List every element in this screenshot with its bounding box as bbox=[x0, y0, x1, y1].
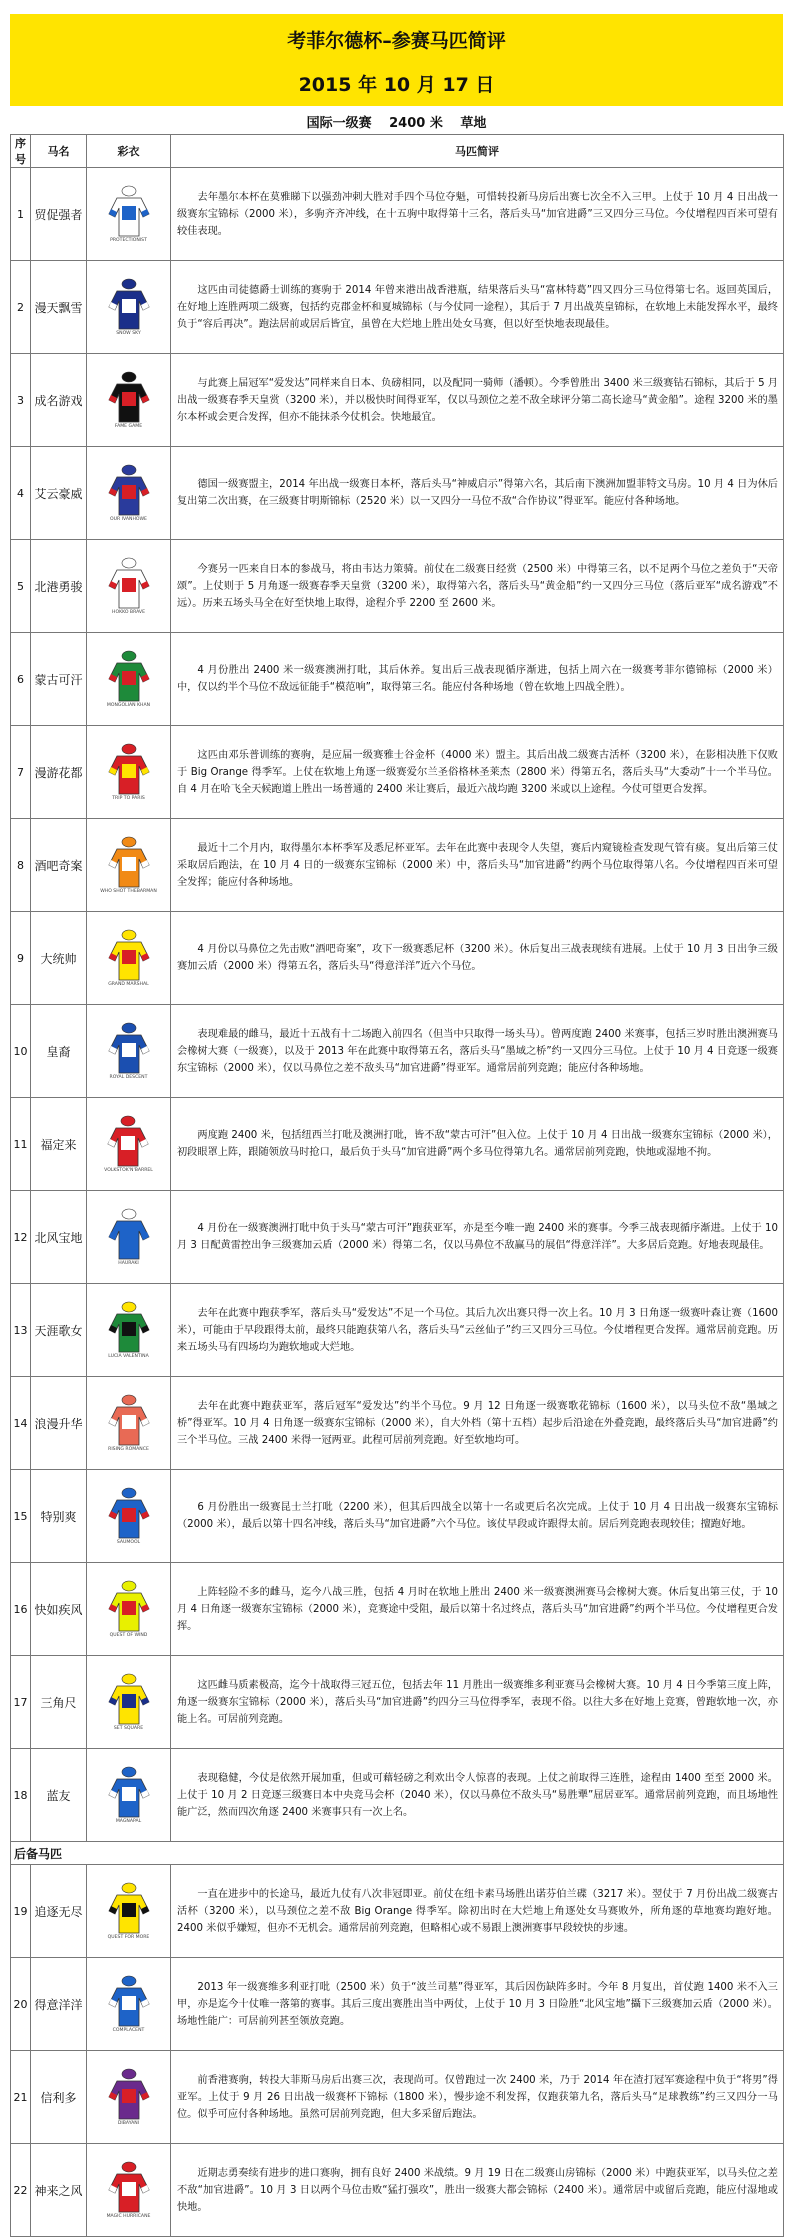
horse-name: 艾云豪威 bbox=[31, 447, 87, 540]
jockey-silk-icon bbox=[107, 370, 151, 430]
jockey-silk-icon bbox=[107, 277, 151, 337]
table-row bbox=[11, 633, 784, 726]
horse-number: 9 bbox=[11, 912, 31, 1005]
table-row bbox=[11, 1377, 784, 1470]
silk-caption: WHO SHOT THEBARMAN bbox=[100, 888, 157, 894]
horse-comment: 去年墨尔本杯在莫雅睇下以强劲冲刺大胜对手四个马位夺魁，可惜转投新马房后出赛七次全不入三甲。上仗于 10 月 4 日出战一级赛东宝锦标（2000 米），多驹齐齐冲线，在十五驹中取得第十三名，落后头马“加官进爵”三又四分三马位。今仗增程四百米可望有较佳表现。 bbox=[171, 168, 784, 261]
jockey-silk-icon bbox=[107, 2160, 151, 2220]
horse-comment: 这匹雌马质素极高，迄今十战取得三冠五位，包括去年 11 月胜出一级赛维多利亚赛马会橡树大赛。10 月 4 日今季第三度上阵，角逐一级赛东宝锦标（2000 米），落后头马“加官进爵”约四分三马位得季军，表现不俗。以往大多在好地上竞赛，曾跑软地一次，亦能上名。可居前列竞跑。 bbox=[171, 1656, 784, 1749]
horse-name: 蒙古可汗 bbox=[31, 633, 87, 726]
jockey-silk-icon bbox=[107, 1393, 151, 1453]
silk-cell bbox=[87, 819, 171, 912]
silk-caption: MAGNAPAL bbox=[115, 1818, 142, 1824]
race-date: 2015 年 10 月 17 日 bbox=[298, 74, 495, 96]
horse-number: 5 bbox=[11, 540, 31, 633]
silk-caption: SNOW SKY bbox=[116, 330, 141, 336]
silk-cell bbox=[87, 633, 171, 726]
horse-name: 酒吧奇案 bbox=[31, 819, 87, 912]
table-body bbox=[11, 168, 784, 2237]
table-row bbox=[11, 261, 784, 354]
silk-caption: QUEST FOR MORE bbox=[107, 1934, 150, 1940]
silk-cell bbox=[87, 1749, 171, 1842]
table-row bbox=[11, 1563, 784, 1656]
race-info: 国际一级赛 2400 米 草地 bbox=[306, 116, 487, 131]
horse-number: 15 bbox=[11, 1470, 31, 1563]
table-row bbox=[11, 726, 784, 819]
silk-cell bbox=[87, 1377, 171, 1470]
horse-comment: 德国一级赛盟主，2014 年出战一级赛日本杯，落后头马“神威启示”得第六名，其后南下澳洲加盟菲特文马房。10 月 4 日为休后复出第二次出赛，在三级赛甘明斯锦标（2520 米）以一又四分一马位不敌“合作协议”得亚军。能应付各种场地。 bbox=[171, 447, 784, 540]
table-row bbox=[11, 2051, 784, 2144]
horse-number: 1 bbox=[11, 168, 31, 261]
horse-name: 神来之风 bbox=[31, 2144, 87, 2237]
jockey-silk-icon bbox=[107, 1579, 151, 1639]
silk-caption: QUEST OF WIND bbox=[109, 1632, 148, 1638]
silk-cell bbox=[87, 2051, 171, 2144]
silk-caption: PROTECTIONIST bbox=[110, 237, 147, 243]
horse-number: 6 bbox=[11, 633, 31, 726]
silk-caption: FAME GAME bbox=[114, 423, 143, 429]
table-row bbox=[11, 1865, 784, 1958]
horse-comment: 与此赛上届冠军“爱发达”同样来自日本、负磅相同，以及配同一骑师（潘顿）。今季曾胜出 3400 米三级赛钻石锦标，其后于 5 月出战一级赛春季天皇赏（3200 米），并以极快时间得亚军，仅以马颈位之差不敌全球评分第二高长途马“黄金船”。途程 3200 米的墨尔本杯或会更合发挥，但亦不能抹杀今仗机会。快地最宜。 bbox=[171, 354, 784, 447]
horse-number: 19 bbox=[11, 1865, 31, 1958]
silk-caption: RISING ROMANCE bbox=[108, 1446, 149, 1452]
jockey-silk-icon bbox=[107, 742, 151, 802]
horse-comment: 这匹由邓乐普训练的赛驹，是应届一级赛雅士谷金杯（4000 米）盟主。其后出战二级赛古活杯（3200 米），在影相决胜下仅败于 Big Orange 得季军。上仗在软地上角逐一级赛爱尔兰圣俗格林圣莱杰（2800 米）得第五名，落后头马“大委动”十一个半马位。自 4 月在哈飞全天候跑道上胜出一场普通的 2400 米让赛后，最近六战均跑 3200 米或以上途程。今仗可望更合发挥。 bbox=[171, 726, 784, 819]
silk-cell bbox=[87, 912, 171, 1005]
silk-cell bbox=[87, 168, 171, 261]
table-row bbox=[11, 912, 784, 1005]
jockey-silk-icon bbox=[107, 1881, 151, 1941]
silk-cell bbox=[87, 1098, 171, 1191]
horse-comment: 两度跑 2400 米，包括纽西兰打吡及澳洲打吡，皆不敌“蒙古可汗”但入位。上仗于 10 月 4 日出战一级赛东宝锦标（2000 米），初段眼罩上阵，跟随领放马时抢口，最后负于头马“加官进爵”两个多马位得第九名。通常居前列竞跑，快地或湿地不拘。 bbox=[171, 1098, 784, 1191]
horse-number: 12 bbox=[11, 1191, 31, 1284]
silk-caption: ROYAL DESCENT bbox=[109, 1074, 148, 1080]
jockey-silk-icon bbox=[107, 1207, 151, 1267]
jockey-silk-icon bbox=[107, 1021, 151, 1081]
silk-caption: MONGOLIAN KHAN bbox=[106, 702, 151, 708]
horse-number: 3 bbox=[11, 354, 31, 447]
silk-cell bbox=[87, 1656, 171, 1749]
silk-caption: COMPLACENT bbox=[112, 2027, 145, 2033]
table-row bbox=[11, 1098, 784, 1191]
reserve-section-label: 后备马匹 bbox=[11, 1842, 784, 1865]
horse-name: 蓝友 bbox=[31, 1749, 87, 1842]
silk-cell bbox=[87, 261, 171, 354]
horse-name: 特别爽 bbox=[31, 1470, 87, 1563]
horse-name: 信利多 bbox=[31, 2051, 87, 2144]
horse-number: 10 bbox=[11, 1005, 31, 1098]
silk-cell bbox=[87, 1191, 171, 1284]
column-header-silk: 彩衣 bbox=[87, 135, 171, 168]
silk-caption: SET SQUARE bbox=[113, 1725, 144, 1731]
horse-number: 21 bbox=[11, 2051, 31, 2144]
horse-comment: 这匹由司徒德爵士训练的赛驹于 2014 年曾来港出战香港瓶，结果落后头马“富林特葛”四又四分三马位得第七名。返回英国后，在好地上连胜两项二级赛，包括约克郡金杯和夏城锦标（与今仗同一途程），其后于 7 月出战英皇锦标，在软地上未能发挥水平，最终负于“容后再决”。跑法居前或居后皆宜，虽曾在大烂地上胜出处女马赛，但以好至快地表现最佳。 bbox=[171, 261, 784, 354]
reserve-section-row bbox=[11, 1842, 784, 1865]
silk-cell bbox=[87, 2144, 171, 2237]
jockey-silk-icon bbox=[107, 1486, 151, 1546]
horse-number: 14 bbox=[11, 1377, 31, 1470]
silk-caption: HAURAKI bbox=[118, 1260, 139, 1266]
horse-comment: 上阵轻险不多的雌马，迄今八战三胜，包括 4 月时在软地上胜出 2400 米一级赛澳洲赛马会橡树大赛。休后复出第三仗，于 10 月 4 日角逐一级赛东宝锦标（2000 米），竞赛途中受阻，最后以第十名过终点，落后头马“加官进爵”约两个半马位。今仗增程更合发挥。 bbox=[171, 1563, 784, 1656]
horse-name: 北风宝地 bbox=[31, 1191, 87, 1284]
column-header-name: 马名 bbox=[31, 135, 87, 168]
horse-name: 贸促强者 bbox=[31, 168, 87, 261]
horse-name: 天涯歌女 bbox=[31, 1284, 87, 1377]
silk-caption: DIBAYANI bbox=[117, 2120, 140, 2126]
silk-caption: LUCIA VALENTINA bbox=[108, 1353, 149, 1359]
table-row bbox=[11, 1470, 784, 1563]
silk-cell bbox=[87, 726, 171, 819]
horse-comment: 前香港赛驹，转投大菲斯马房后出赛三次，表现尚可。仅曾跑过一次 2400 米，乃于 2014 年在渣打冠军赛途程中负于“将男”得亚军。上仗于 9 月 26 日出战一级赛杯下锦标（1800 米），慢步途不利发挥，仅跑获第九名，落后头马“足球教练”约三又四分一马位。似乎可应付各种场地。虽然可居前列竞跑，但大多采留后跑法。 bbox=[171, 2051, 784, 2144]
table-row bbox=[11, 819, 784, 912]
jockey-silk-icon bbox=[100, 835, 157, 895]
jockey-silk-icon bbox=[107, 928, 151, 988]
silk-cell bbox=[87, 540, 171, 633]
horse-name: 皇裔 bbox=[31, 1005, 87, 1098]
horse-name: 浪漫升华 bbox=[31, 1377, 87, 1470]
jockey-silk-icon bbox=[107, 1300, 151, 1360]
silk-caption: OUR IVANHOWE bbox=[110, 516, 147, 522]
jockey-silk-icon bbox=[107, 1765, 151, 1825]
table-header-row bbox=[11, 135, 784, 168]
table-row bbox=[11, 1284, 784, 1377]
table-row bbox=[11, 2144, 784, 2237]
horse-comment: 去年在此赛中跑获亚军，落后冠军“爱发达”约半个马位。9 月 12 日角逐一级赛歌花锦标（1600 米），以马头位不敌“墨域之桥”得亚军。10 月 4 日角逐一级赛东宝锦标（2000 米），自大外档（第十五档）起步后沿途在外叠竞跑，最终落后头马“加官进爵”约三个半马位。三战 2400 米得一冠两亚。此程可居前列竞跑。好至软地均可。 bbox=[171, 1377, 784, 1470]
horse-comment: 最近十二个月内，取得墨尔本杯季军及悉尼杯亚军。去年在此赛中表现令人失望，赛后内窥镜检查发现气管有痰。复出后第三仗采取居后跑法，在 10 月 4 日的一级赛东宝锦标（2000 米）中，落后头马“加官进爵”约两个马位取得第八名。今仗增程四百米可望全发挥；能应付各种场地。 bbox=[171, 819, 784, 912]
jockey-silk-icon bbox=[107, 556, 151, 616]
jockey-silk-icon bbox=[107, 1672, 151, 1732]
horse-comment: 表现难最的雌马，最近十五战有十二场跑入前四名（但当中只取得一场头马）。曾两度跑 2400 米赛事，包括三岁时胜出澳洲赛马会橡树大赛（一级赛），以及于 2013 年在此赛中取得第五名，落后头马“墨域之桥”约一又四分三马位。上仗于 10 月 4 日竞逐一级赛东宝锦标（2000 米），仅以马鼻位之差不敌头马“加官进爵”得亚军。通常居前列竞跑；能应付各种场地。 bbox=[171, 1005, 784, 1098]
horse-name: 追逐无尽 bbox=[31, 1865, 87, 1958]
horse-comment: 4 月份在一级赛澳洲打吡中负于头马“蒙古可汗”跑获亚军，亦是至今唯一跑 2400 米的赛事。今季三战表现循序渐进。上仗于 10 月 3 日配黄雷控出争三级赛加云盾（2000 米）得第二名，仅以马鼻位不敌赢马的展侣“得意洋洋”。大多居后竞跑。好地表现最佳。 bbox=[171, 1191, 784, 1284]
column-header-comment: 马匹简评 bbox=[171, 135, 784, 168]
horse-name: 快如疾风 bbox=[31, 1563, 87, 1656]
horse-number: 11 bbox=[11, 1098, 31, 1191]
horse-comment: 2013 年一级赛维多利亚打吡（2500 米）负于“波兰司墓”得亚军，其后因伤缺阵多时。今年 8 月复出，首仗跑 1400 米不入三甲，亦是迄今十仗唯一落第的赛事。其后三度出赛胜出当中两仗，上仗于 10 月 3 日险胜“北风宝地”攝下三级赛加云盾（2000 米）。场地性能广：可居前列甚至领放竞跑。 bbox=[171, 1958, 784, 2051]
jockey-silk-icon bbox=[107, 1974, 151, 2034]
horse-comment: 4 月份以马鼻位之先击败“酒吧奇案”，攻下一级赛悉尼杯（3200 米）。休后复出三战表现续有进展。上仗于 10 月 3 日出争三级赛加云盾（2000 米）得第五名，落后头马“得意洋洋”近六个马位。 bbox=[171, 912, 784, 1005]
horse-comment: 4 月份胜出 2400 米一级赛澳洲打吡，其后休养。复出后三战表现循序渐进，包括上周六在一级赛考菲尔德锦标（2000 米）中，仅以约半个马位不敌远征能手“模范响”，取得第三名。能应付各种场地（曾在软地上四战全胜）。 bbox=[171, 633, 784, 726]
jockey-silk-icon bbox=[107, 463, 151, 523]
silk-caption: VOLKSTOK'N'BARREL bbox=[104, 1167, 153, 1173]
horse-name: 福定来 bbox=[31, 1098, 87, 1191]
horse-number: 18 bbox=[11, 1749, 31, 1842]
horse-table bbox=[10, 134, 784, 2237]
horse-name: 大统帅 bbox=[31, 912, 87, 1005]
horse-number: 8 bbox=[11, 819, 31, 912]
horse-comment: 近期志勇奏续有进步的进口赛驹，拥有良好 2400 米战绩。9 月 19 日在二级赛山房锦标（2000 米）中跑获亚军，以马头位之差不敌“加官进爵”。10 月 3 日以两个马位击败“猛打强攻”，胜出一级赛大都会锦标（2400 米）。通常居中或留后竞跑，能应付湿地或快地。 bbox=[171, 2144, 784, 2237]
table-row bbox=[11, 168, 784, 261]
column-header-no: 序号 bbox=[11, 135, 31, 168]
jockey-silk-icon bbox=[107, 2067, 151, 2127]
horse-name: 三角尺 bbox=[31, 1656, 87, 1749]
silk-cell bbox=[87, 1284, 171, 1377]
horse-name: 北港勇骏 bbox=[31, 540, 87, 633]
silk-caption: SAUMOOL bbox=[116, 1539, 141, 1545]
silk-cell bbox=[87, 1005, 171, 1098]
horse-number: 4 bbox=[11, 447, 31, 540]
horse-comment: 6 月份胜出一级赛昆士兰打吡（2200 米），但其后四战全以第十一名或更后名次完成。上仗于 10 月 4 日出战一级赛东宝锦标（2000 米），最后以第十四名冲线，落后头马“加官进爵”六个马位。该仗早段或许跟得太前。居后列竞跑表现较佳；擅跑好地。 bbox=[171, 1470, 784, 1563]
silk-caption: HOKKO BRAVE bbox=[112, 609, 145, 615]
silk-caption: GRAND MARSHAL bbox=[108, 981, 149, 987]
horse-number: 20 bbox=[11, 1958, 31, 2051]
table-row bbox=[11, 1191, 784, 1284]
horse-number: 17 bbox=[11, 1656, 31, 1749]
table-row bbox=[11, 1749, 784, 1842]
silk-caption: MAGIC HURRICANE bbox=[106, 2213, 151, 2219]
horse-number: 7 bbox=[11, 726, 31, 819]
horse-number: 22 bbox=[11, 2144, 31, 2237]
page-header bbox=[10, 14, 783, 106]
horse-number: 16 bbox=[11, 1563, 31, 1656]
page-title: 考菲尔德杯–参赛马匹简评 bbox=[287, 30, 506, 52]
table-row bbox=[11, 1958, 784, 2051]
horse-name: 漫天飘雪 bbox=[31, 261, 87, 354]
horse-number: 13 bbox=[11, 1284, 31, 1377]
silk-cell bbox=[87, 1865, 171, 1958]
horse-comment: 表现稳健，今仗是依然开展加重，但或可藉轻磅之利欢出令人惊喜的表现。上仗之前取得三连胜，途程由 1400 至至 2000 米。上仗于 10 月 2 日竞逐三级赛日本中央竞马会杯（2040 米），仅以马鼻位不敌头马“易胜犟”屈居亚军。通常居前列竞跑，而且场地性能广泛，然而四次角逐 2400 米赛事只有一次上名。 bbox=[171, 1749, 784, 1842]
silk-cell bbox=[87, 1470, 171, 1563]
horse-comment: 去年在此赛中跑获季军，落后头马“爱发达”不足一个马位。其后九次出赛只得一次上名。10 月 3 日角逐一级赛叶森让赛（1600 米），可能由于早段跟得太前，最终只能跑获第八名，落后头马“云丝仙子”约三又四分三马位。今仗增程更合发挥。通常居前竞跑。历来五场头马有四场均为跑软地或大烂地。 bbox=[171, 1284, 784, 1377]
horse-name: 得意洋洋 bbox=[31, 1958, 87, 2051]
horse-name: 成名游戏 bbox=[31, 354, 87, 447]
silk-cell bbox=[87, 447, 171, 540]
horse-number: 2 bbox=[11, 261, 31, 354]
table-row bbox=[11, 447, 784, 540]
silk-cell bbox=[87, 1958, 171, 2051]
silk-caption: TRIP TO PARIS bbox=[112, 795, 145, 801]
table-row bbox=[11, 1656, 784, 1749]
jockey-silk-icon bbox=[107, 649, 151, 709]
table-row bbox=[11, 540, 784, 633]
silk-cell bbox=[87, 1563, 171, 1656]
horse-comment: 一直在进步中的长途马，最近九仗有八次非冠即亚。前仗在纽卡素马场胜出诺芬伯兰碟（3217 米）。翌仗于 7 月份出战二级赛古活杯（3200 米），以马颈位之差不敌 Big Orange 得季军。除初出时在大烂地上角逐处女马赛败外，所角逐的草地赛均跑好地。2400 米似乎嫌短，但亦不无机会。通常居前列竞跑，但略相心或不易跟上澳洲赛事早段较快的步速。 bbox=[171, 1865, 784, 1958]
table-row bbox=[11, 1005, 784, 1098]
horse-name: 漫游花都 bbox=[31, 726, 87, 819]
silk-cell bbox=[87, 354, 171, 447]
table-row bbox=[11, 354, 784, 447]
horse-comment: 今赛另一匹来自日本的参战马，将由韦达力策骑。前仗在二级赛日经赏（2500 米）中得第三名，以不足两个马位之差负于“天帝颂”。上仗则于 5 月角逐一级赛春季天皇赏（3200 米），取得第六名，落后头马“黄金船”约一又四分三马位（落后亚军“成名游戏”不远）。历来五场头马全在好至快地上取得，途程介乎 2200 至 2600 米。 bbox=[171, 540, 784, 633]
jockey-silk-icon bbox=[107, 184, 151, 244]
jockey-silk-icon bbox=[104, 1114, 153, 1174]
